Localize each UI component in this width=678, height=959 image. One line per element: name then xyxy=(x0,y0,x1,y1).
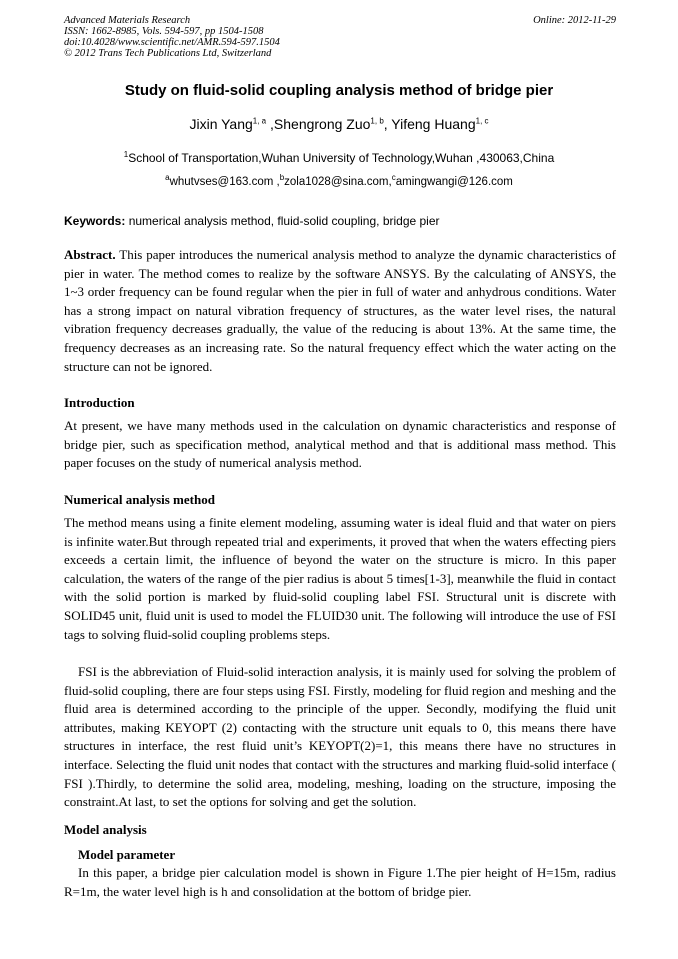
doi-line: doi:10.4028/www.scientific.net/AMR.594-597.1504 xyxy=(64,37,280,48)
email-list xyxy=(40,173,638,188)
author-affiliation-mark: 1, b xyxy=(370,116,384,126)
keywords xyxy=(64,214,616,228)
email-mark: a xyxy=(165,173,170,183)
email-address: whutvses@163.com , xyxy=(169,176,280,188)
section-heading-introduction: Introduction xyxy=(64,395,135,410)
online-date: Online: 2012-11-29 xyxy=(533,15,616,26)
keywords-label: Keywords: xyxy=(64,214,126,228)
author-name: Jixin Yang xyxy=(189,116,253,132)
affiliation-mark: 1 xyxy=(123,150,129,159)
numerical-paragraph-1: The method means using a finite element modeling, assuming water is ideal fluid and that water on piers is infinite water.But through repeated trial and experiments, it proved that when the waters effecting piers exceeds a certain limit, the influence of beyond the water on the structure is micro. In this paper calculation, the waters of the range of the pier radius is about 5 times[1-3], meanwhile the fluid in contact with the solid portion is marked by fluid-solid coupling label FSI. Structural unit is discrete with SOLID45 unit, fluid unit is used to model the FLUID30 unit. The following will introduce the use of FSI tags to solving fluid-solid coupling problems steps. xyxy=(64,515,616,642)
author-affiliation-mark: 1, c xyxy=(475,116,489,126)
author-name: ,Shengrong Zuo xyxy=(266,116,371,132)
section-heading-model: Model analysis xyxy=(64,822,147,837)
journal-header xyxy=(64,15,616,59)
journal-name: Advanced Materials Research xyxy=(64,15,191,26)
abstract-text: This paper introduces the numerical analysis method to analyze the dynamic characteristics of pier in water. The method comes to realize by the software ANSYS. By the calculating of ANSYS, the 1~3 order frequency can be found regular when the pier in full of water and anhydrous conditions. Water has a strong impact on natural vibration frequency of structures, as the water level rises, the natural vibration frequency decreases gradually, the value of the reducing is about 13%. At the same time, the frequency decreases as an increasing rate. So the natural frequency effect which the water acting on the structure can not be ignored. xyxy=(64,247,616,374)
affiliation xyxy=(40,151,638,165)
introduction-text: At present, we have many methods used in the calculation on dynamic characteristics and response of bridge pier, such as specification method, analytical method and that is additional mass method. This paper focuses on the study of numerical analysis method. xyxy=(64,418,616,471)
abstract xyxy=(64,246,616,376)
author-name: , Yifeng Huang xyxy=(383,116,476,132)
email-mark: c xyxy=(391,173,396,183)
author-list xyxy=(40,116,638,132)
subsection-heading-model-parameter: Model parameter xyxy=(78,847,176,862)
keywords-text: numerical analysis method, fluid-solid coupling, bridge pier xyxy=(125,214,440,228)
email-address: zola1028@sina.com, xyxy=(284,176,392,188)
author-affiliation-mark: 1, a xyxy=(252,116,267,126)
abstract-label: Abstract. xyxy=(64,247,116,262)
email-address: amingwangi@126.com xyxy=(395,176,513,188)
affiliation-text: School of Transportation,Wuhan University of Technology,Wuhan ,430063,China xyxy=(128,151,555,165)
paper-title: Study on fluid-solid coupling analysis method of bridge pier xyxy=(124,82,554,99)
copyright-line: © 2012 Trans Tech Publications Ltd, Switzerland xyxy=(64,48,272,59)
issn-line: ISSN: 1662-8985, Vols. 594-597, pp 1504-1508 xyxy=(64,26,264,37)
email-mark: b xyxy=(279,173,285,183)
numerical-paragraph-2: FSI is the abbreviation of Fluid-solid interaction analysis, it is mainly used for solving the problem of fluid-solid coupling, there are four steps using FSI. Firstly, modeling for fluid region and meshing and the fluid area is determined according to the principle of the upper. Secondly, modifying the fluid unit attributes, making KEYOPT (2) contacting with the structure unit equals to 0, this means there have structures in interface, the rest fluid unit’s KEYOPT(2)=1, this means there have no structures in interface. Selecting the fluid unit nodes that contact with the structures and marking fluid-solid interface ( FSI ).Thirdly, to determine the solid area, modeling, meshing, loading on the structure, imposing the constraint.At last, to set the options for solving and get the solution. xyxy=(64,664,616,810)
model-parameter-text: In this paper, a bridge pier calculation model is shown in Figure 1.The pier height of H=15m, radius R=1m, the water level high is h and consolidation at the bottom of bridge pier. xyxy=(64,865,616,899)
section-heading-numerical: Numerical analysis method xyxy=(64,492,215,507)
